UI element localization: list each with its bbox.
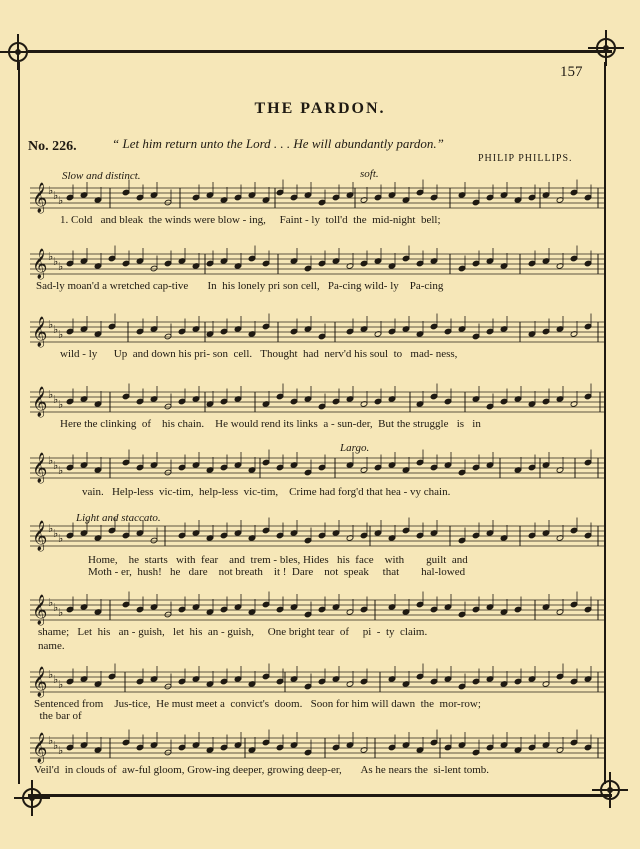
flat-sign-icon: ♭	[48, 318, 54, 331]
lyric-line: shame; Let his an - guish, let his an - guish, One bright tear of pi - ty claim.	[38, 626, 428, 638]
lyric-line: Sad-ly moan'd a wretched cap-tive In his lonely pri son cell, Pa-cing wild- ly Pa-cing	[36, 280, 444, 292]
hymn-title: THE PARDON.	[254, 100, 386, 117]
staff-notation	[0, 312, 640, 372]
music-system-6	[0, 512, 640, 596]
tempo-marking: Light and staccato.	[76, 512, 161, 524]
flat-sign-icon: ♭	[48, 454, 54, 467]
lyric-line: vain. Help-less vic-tim, help-less vic-tim, Crime had forg'd that hea - vy chain.	[82, 486, 451, 498]
flat-sign-icon: ♭	[53, 255, 59, 268]
dynamic-marking: soft.	[360, 168, 379, 180]
treble-clef-icon: 𝄞	[32, 249, 48, 279]
flat-sign-icon: ♭	[53, 527, 59, 540]
flat-sign-icon: ♭	[48, 184, 54, 197]
music-system-9	[0, 730, 640, 810]
flat-sign-icon: ♭	[58, 678, 64, 691]
flat-sign-icon: ♭	[53, 739, 59, 752]
treble-clef-icon: 𝄞	[32, 595, 48, 625]
composer-credit: PHILIP PHILLIPS.	[478, 153, 573, 164]
music-system-7	[0, 594, 640, 674]
staff-notation	[0, 384, 640, 444]
flat-sign-icon: ♭	[53, 459, 59, 472]
treble-clef-icon: 𝄞	[32, 317, 48, 347]
treble-clef-icon: 𝄞	[32, 521, 48, 551]
flat-sign-icon: ♭	[58, 532, 64, 545]
flat-sign-icon: ♭	[48, 250, 54, 263]
page-number: 157	[560, 64, 583, 80]
scripture-epigraph: “ Let him return unto the Lord . . . He will abundantly pardon.”	[112, 136, 444, 151]
lyric-line: Veil'd in clouds of aw-ful gloom, Grow-ing deeper, growing deep-er, As he nears the si-lent tomb.	[34, 764, 490, 776]
treble-clef-icon: 𝄞	[32, 453, 48, 483]
flat-sign-icon: ♭	[53, 189, 59, 202]
music-system-2	[0, 242, 640, 322]
flat-sign-icon: ♭	[48, 668, 54, 681]
treble-clef-icon: 𝄞	[32, 667, 48, 697]
flat-sign-icon: ♭	[53, 393, 59, 406]
corner-ornament-top-left-icon	[0, 34, 36, 70]
corner-ornament-top-right-icon	[588, 30, 624, 66]
flat-sign-icon: ♭	[53, 601, 59, 614]
flat-sign-icon: ♭	[48, 388, 54, 401]
flat-sign-icon: ♭	[53, 673, 59, 686]
flat-sign-icon: ♭	[48, 522, 54, 535]
music-system-3	[0, 312, 640, 392]
lyric-line: Sentenced from Jus-tice, He must meet a convict's doom. Soon for him will dawn the mor-row;	[34, 698, 481, 710]
staff-notation	[0, 730, 640, 790]
lyric-line: Moth - er, hush! he dare not breath it ! Dare not speak that hal-lowed	[88, 566, 466, 578]
music-system-1	[0, 170, 640, 250]
staff-notation	[0, 242, 640, 302]
lyric-line: wild - ly Up and down his pri- son cell. Thought had nerv'd his soul to mad- ness,	[60, 348, 458, 360]
treble-clef-icon: 𝄞	[32, 387, 48, 417]
flat-sign-icon: ♭	[53, 323, 59, 336]
flat-sign-icon: ♭	[58, 194, 64, 207]
flat-sign-icon: ♭	[58, 328, 64, 341]
treble-clef-icon: 𝄞	[32, 183, 48, 213]
flat-sign-icon: ♭	[58, 744, 64, 757]
flat-sign-icon: ♭	[58, 464, 64, 477]
flat-sign-icon: ♭	[58, 606, 64, 619]
tempo-marking: Largo.	[340, 442, 370, 454]
lyric-line: the bar of	[34, 710, 82, 722]
flat-sign-icon: ♭	[48, 734, 54, 747]
lyric-line: Here the clinking of his chain. He would rend its links a - sun-der, But the struggle is in	[60, 418, 481, 430]
tempo-marking: Slow and distinct.	[62, 170, 141, 182]
hymn-number: No. 226.	[28, 139, 77, 154]
frame-top-line	[28, 50, 612, 53]
treble-clef-icon: 𝄞	[32, 733, 48, 763]
lyric-line: 1. Cold and bleak the winds were blow - ing, Faint - ly toll'd the mid-night bell;	[60, 214, 441, 226]
flat-sign-icon: ♭	[58, 398, 64, 411]
flat-sign-icon: ♭	[58, 260, 64, 273]
lyric-line: Home, he starts with fear and trem - bles, Hides his face with guilt and	[88, 554, 468, 566]
flat-sign-icon: ♭	[48, 596, 54, 609]
staff-notation	[0, 448, 640, 508]
lyric-line: name.	[38, 640, 65, 652]
